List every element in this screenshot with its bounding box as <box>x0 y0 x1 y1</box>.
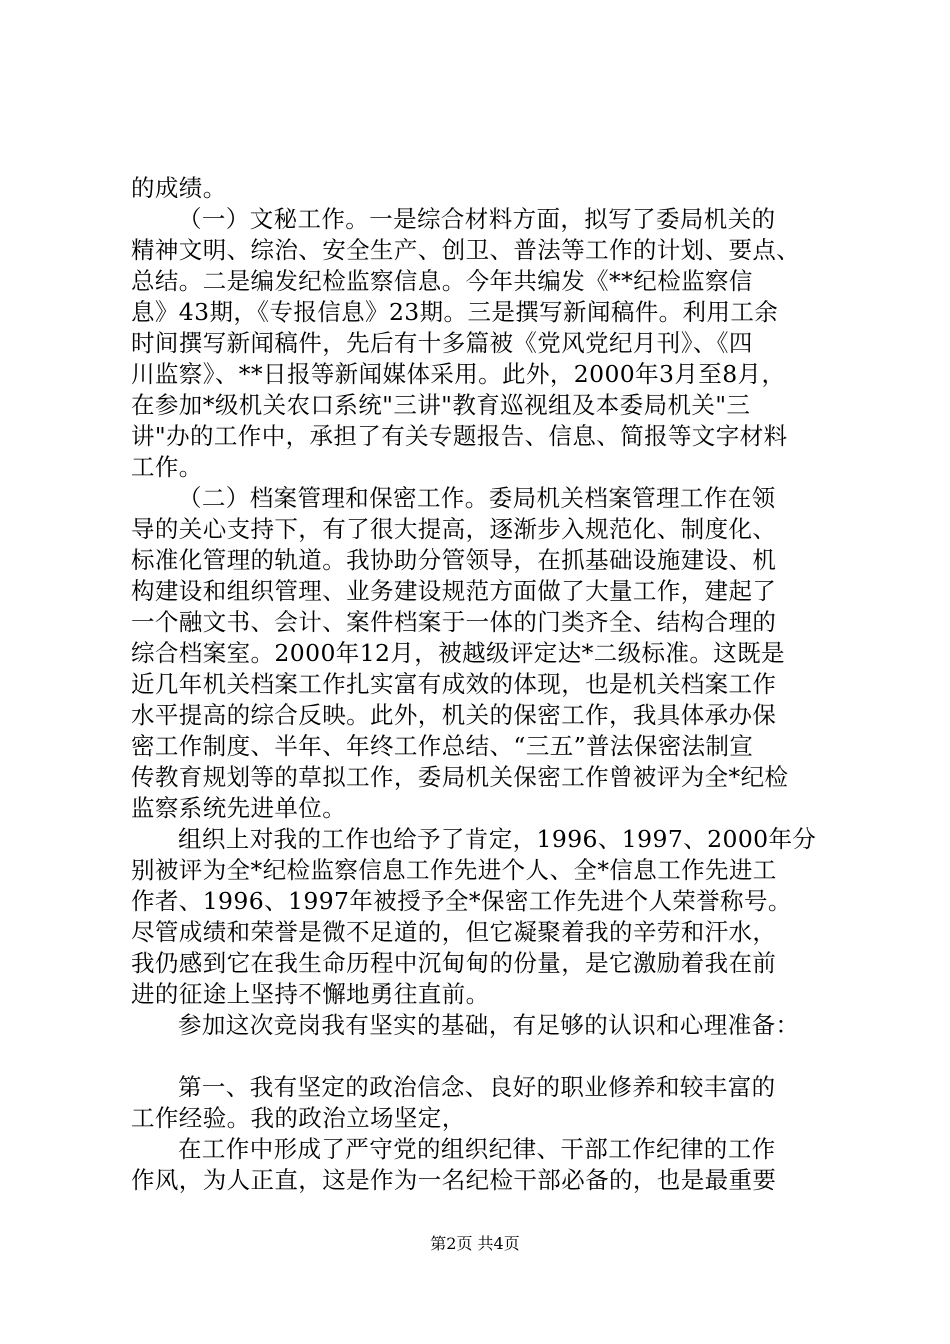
text-line: 在工作中形成了严守党的组织纪律、干部工作纪律的工作 <box>178 1135 776 1163</box>
page-number: 第2页 共4页 <box>430 1234 520 1253</box>
text-line: 第一、我有坚定的政治信念、良好的职业修养和较丰富的 <box>178 1073 776 1101</box>
text-line: 传教育规划等的草拟工作，委局机关保密工作曾被评为全*纪检 <box>131 763 789 791</box>
text-line: 标准化管理的轨道。我协助分管领导，在抓基础设施建设、机 <box>131 546 777 574</box>
text-line: 密工作制度、半年、年终工作总结、“三五”普法保密法制宣 <box>131 732 754 760</box>
text-line: 在参加*级机关农口系统"三讲"教育巡视组及本委局机关"三 <box>131 391 751 419</box>
text-line: 尽管成绩和荣誉是微不足道的，但它凝聚着我的辛劳和汗水， <box>131 918 777 946</box>
text-line: 进的征途上坚持不懈地勇往直前。 <box>131 980 490 1008</box>
text-line: （一）文秘工作。一是综合材料方面，拟写了委局机关的 <box>178 205 776 233</box>
text-line: 别被评为全*纪检监察信息工作先进个人、全*信息工作先进工 <box>131 856 777 884</box>
text-line: 作者、1996、1997年被授予全*保密工作先进个人荣誉称号。 <box>131 887 792 915</box>
text-line: 精神文明、综治、安全生产、创卫、普法等工作的计划、要点、 <box>131 236 801 264</box>
text-line: 组织上对我的工作也给予了肯定，1996、1997、2000年分 <box>178 825 817 853</box>
text-line: 监察系统先进单位。 <box>131 794 347 822</box>
text-line: 时间撰写新闻稿件，先后有十多篇被《党风党纪月刊》、《四 <box>131 329 753 357</box>
text-line: （二）档案管理和保密工作。委局机关档案管理工作在领 <box>178 484 776 512</box>
text-line: 息》43期，《专报信息》23期。三是撰写新闻稿件。利用工余 <box>131 298 779 326</box>
text-line: 综合档案室。2000年12月，被越级评定达*二级标准。这既是 <box>131 639 785 667</box>
text-line: 川监察》、**日报等新闻媒体采用。此外，2000年3月至8月， <box>131 360 786 388</box>
text-line: 近几年机关档案工作扎实富有成效的体现，也是机关档案工作 <box>131 670 777 698</box>
text-line: 讲"办的工作中，承担了有关专题报告、信息、简报等文字材料 <box>131 422 788 450</box>
text-line: 水平提高的综合反映。此外，机关的保密工作，我具体承办保 <box>131 701 777 729</box>
text-line: 工作经验。我的政治立场坚定， <box>131 1104 466 1132</box>
text-line: 导的关心支持下，有了很大提高，逐渐步入规范化、制度化、 <box>131 515 777 543</box>
text-line: 参加这次竞岗我有坚实的基础，有足够的认识和心理准备： <box>178 1011 800 1039</box>
text-line: 作风，为人正直，这是作为一名纪检干部必备的，也是最重要 <box>131 1166 777 1194</box>
text-line: 的成绩。 <box>131 174 227 202</box>
text-line: 一个融文书、会计、案件档案于一体的门类齐全、结构合理的 <box>131 608 777 636</box>
text-line: 我仍感到它在我生命历程中沉甸甸的份量，是它激励着我在前 <box>131 949 777 977</box>
text-line: 总结。二是编发纪检监察信息。今年共编发《**纪检监察信 <box>131 267 753 295</box>
text-line: 工作。 <box>131 453 203 481</box>
text-line: 构建设和组织管理、业务建设规范方面做了大量工作，建起了 <box>131 577 777 605</box>
